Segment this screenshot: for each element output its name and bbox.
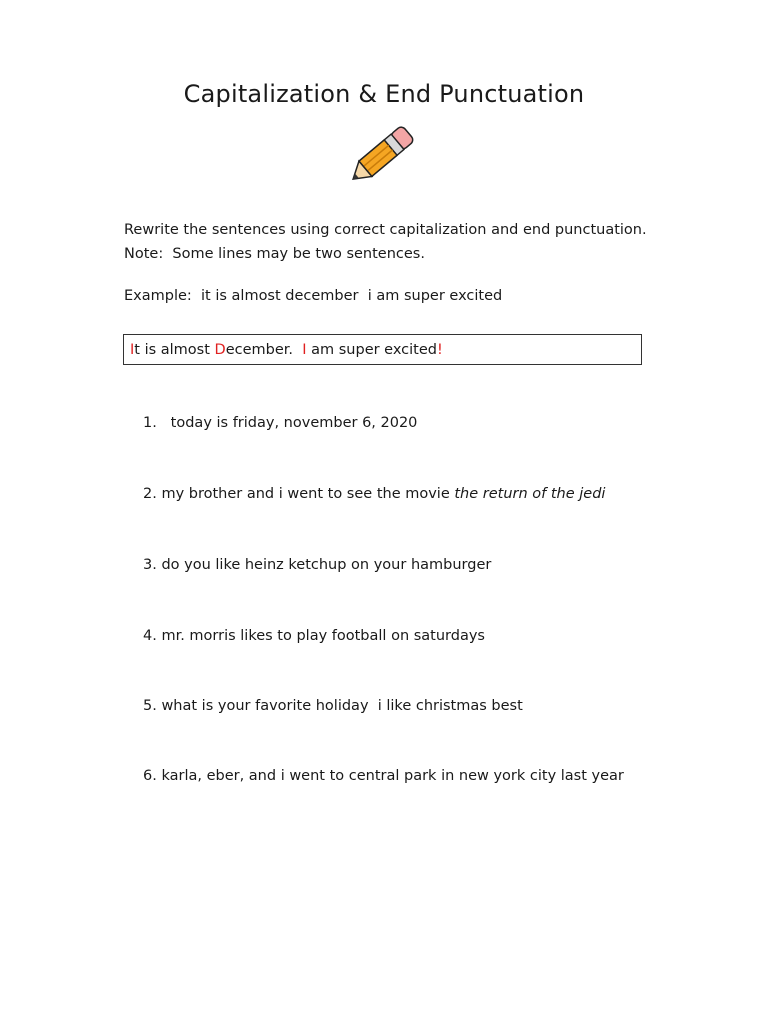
item-text: mr. morris likes to play football on saturdays — [161, 628, 485, 644]
sentence-item-5 — [143, 698, 523, 714]
instructions-line-1: Rewrite the sentences using correct capitalization and end punctuation. — [124, 222, 647, 238]
instructions-line-2: Note: Some lines may be two sentences. — [124, 246, 425, 262]
movie-title: the return of the jedi — [454, 486, 606, 502]
item-number: 6. — [143, 768, 157, 784]
correction-capital: I — [302, 342, 307, 358]
correction-punctuation: ! — [437, 342, 443, 358]
item-number: 3. — [143, 557, 157, 573]
instructions — [124, 218, 647, 266]
sentence-item-4 — [143, 628, 485, 644]
item-number: 1. — [143, 415, 157, 431]
sentence-item-2 — [143, 486, 605, 502]
item-number: 2. — [143, 486, 157, 502]
item-text: do you like heinz ketchup on your hamburger — [161, 557, 492, 573]
answer-text: ecember. — [225, 342, 303, 358]
pencil-icon — [338, 114, 428, 194]
answer-text: am super excited — [306, 342, 437, 358]
item-number: 4. — [143, 628, 157, 644]
answer-text: t is almost — [134, 342, 215, 358]
sentence-item-6 — [143, 768, 624, 784]
correction-capital: D — [214, 342, 226, 358]
item-text: karla, eber, and i went to central park in new york city last year — [161, 768, 624, 784]
page-title: Capitalization & End Punctuation — [183, 80, 585, 108]
item-text: my brother and i went to see the movie — [161, 486, 455, 502]
sentence-item-3 — [143, 557, 491, 573]
sentence-item-1 — [143, 415, 417, 431]
item-text: today is friday, november 6, 2020 — [161, 415, 418, 431]
item-text: what is your favorite holiday i like christmas best — [161, 698, 523, 714]
correction-capital: I — [130, 342, 135, 358]
item-number: 5. — [143, 698, 157, 714]
example-prompt: Example: it is almost december i am super excited — [124, 288, 503, 304]
example-answer-box — [123, 334, 642, 365]
